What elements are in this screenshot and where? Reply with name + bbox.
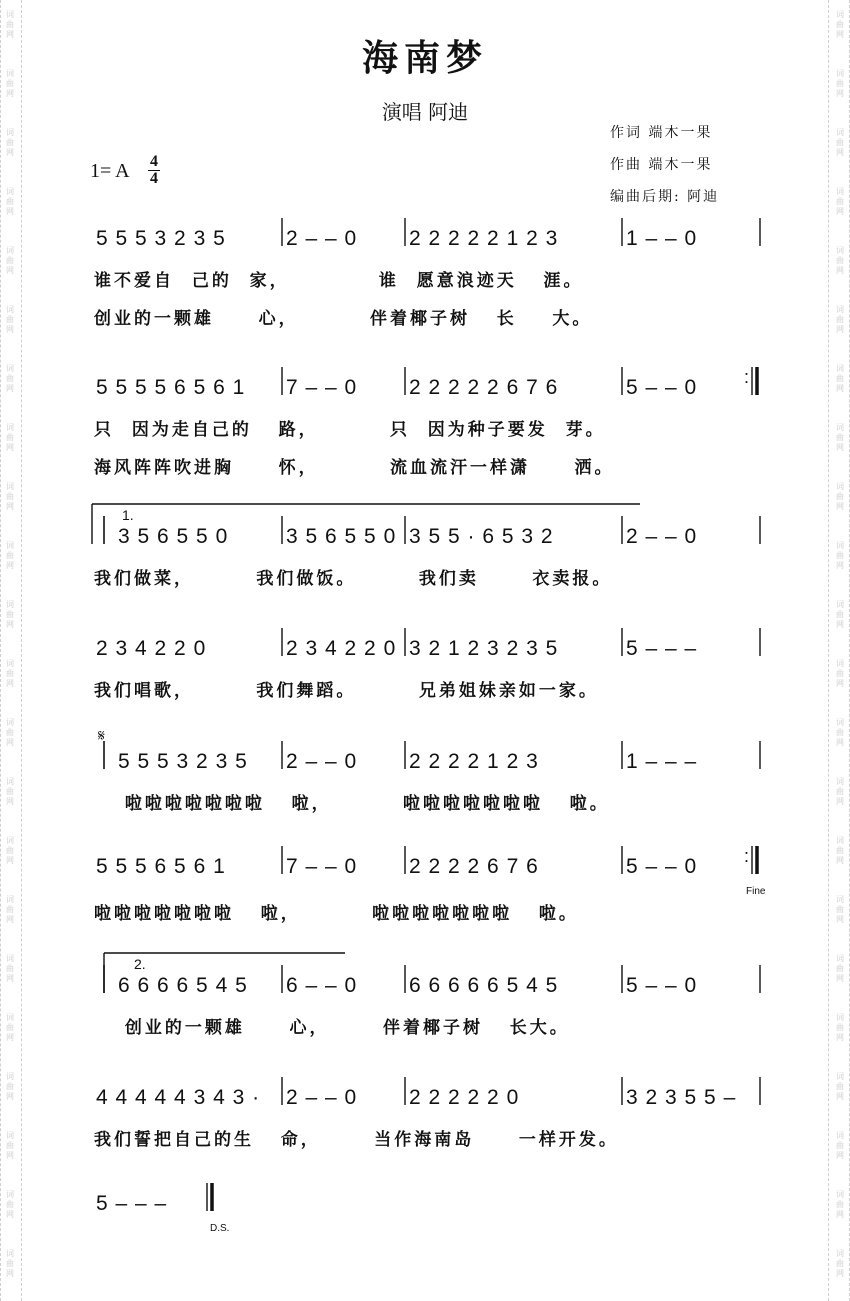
watermark-right: 词 曲 网 (836, 541, 844, 570)
lyric-line: 只 因为走自己的 路， 只 因为种子要发 芽。 (94, 420, 606, 440)
measure-notes: 2 2 2 2 2 1 2 3 (409, 227, 559, 250)
ds-mark: D.S. (210, 1223, 230, 1234)
watermark-right: 词 曲 网 (836, 659, 844, 688)
watermark-right: 词 曲 网 (836, 718, 844, 747)
watermark-left: 词 曲 网 (6, 1013, 14, 1042)
lyric-line: 我们唱歌， 我们舞蹈。 兄弟姐妹亲如一家。 (94, 681, 599, 701)
measure-notes: 4 4 4 4 4 3 4 3 · (96, 1086, 261, 1109)
measure-notes: 3 2 1 2 3 2 3 5 (409, 637, 559, 660)
watermark-right: 词 曲 网 (836, 1131, 844, 1160)
watermark-right: 词 曲 网 (836, 895, 844, 924)
singer-credit: 演唱 阿迪 (381, 100, 469, 124)
watermark-left: 词 曲 网 (6, 423, 14, 452)
watermark-right: 词 曲 网 (836, 1072, 844, 1101)
measure-notes: 3 5 6 5 5 0 (118, 525, 229, 548)
volta-number: 1. (122, 507, 134, 523)
watermark-left: 词 曲 网 (6, 777, 14, 806)
measure-notes: 6 6 6 6 5 4 5 (118, 974, 248, 997)
repeat-dots: : (744, 367, 750, 387)
watermark-left: 词 曲 网 (6, 1249, 14, 1278)
watermark-left: 词 曲 网 (6, 305, 14, 334)
watermark-left: 词 曲 网 (6, 364, 14, 393)
repeat-dots: : (744, 846, 750, 866)
measure-notes: 6 – – 0 (286, 974, 358, 997)
watermark-left: 词 曲 网 (6, 69, 14, 98)
time-signature-bottom: 4 (150, 170, 158, 187)
lyric-line: 创业的一颗雄 心， 伴着椰子树 长大。 (116, 1018, 570, 1038)
watermark-right: 词 曲 网 (836, 246, 844, 275)
watermark-right: 词 曲 网 (836, 10, 844, 39)
watermark-right: 词 曲 网 (836, 777, 844, 806)
lyric-line: 我们誓把自己的生 命， 当作海南岛 一样开发。 (94, 1130, 619, 1150)
watermark-right: 词 曲 网 (836, 600, 844, 629)
watermark-left: 词 曲 网 (6, 954, 14, 983)
watermark-left: 词 曲 网 (6, 718, 14, 747)
watermark-right: 词 曲 网 (836, 305, 844, 334)
measure-notes: 1 – – – (626, 750, 698, 773)
watermark-left: 词 曲 网 (6, 1131, 14, 1160)
watermark-right: 词 曲 网 (836, 423, 844, 452)
measure-notes: 5 – – – (626, 637, 698, 660)
measure-notes: 6 6 6 6 6 5 4 5 (409, 974, 559, 997)
watermark-left: 词 曲 网 (6, 541, 14, 570)
watermark-right: 词 曲 网 (836, 69, 844, 98)
measure-notes: 2 2 2 2 1 2 3 (409, 750, 539, 773)
lyric-line: 啦啦啦啦啦啦啦 啦， 啦啦啦啦啦啦啦 啦。 (116, 794, 610, 814)
lyric-line: 海风阵阵吹进胸 怀， 流血流汗一样潇 洒。 (94, 458, 615, 478)
volta-number: 2. (134, 956, 146, 972)
watermark-right: 词 曲 网 (836, 1190, 844, 1219)
lyric-line: 创业的一颗雄 心， 伴着椰子树 长 大。 (94, 309, 593, 329)
watermark-right: 词 曲 网 (836, 482, 844, 511)
watermark-left: 词 曲 网 (6, 246, 14, 275)
watermark-right: 词 曲 网 (836, 1249, 844, 1278)
measure-notes: 5 5 5 5 6 5 6 1 (96, 376, 246, 399)
lyric-line: 谁不爱自 己的 家， 谁 愿意浪迹天 涯。 (94, 271, 584, 291)
composer-credit: 作曲 端木一果 (610, 157, 713, 173)
measure-notes: 2 – – 0 (626, 525, 698, 548)
watermark-left: 词 曲 网 (6, 1072, 14, 1101)
watermark-left: 词 曲 网 (6, 187, 14, 216)
measure-notes: 2 – – 0 (286, 1086, 358, 1109)
measure-notes: 5 – – – (96, 1192, 168, 1215)
watermark-right: 词 曲 网 (836, 954, 844, 983)
lyricist-credit: 作词 端木一果 (610, 125, 713, 141)
watermark-left: 词 曲 网 (6, 128, 14, 157)
watermark-left: 词 曲 网 (6, 10, 14, 39)
watermark-left: 词 曲 网 (6, 895, 14, 924)
measure-notes: 2 2 2 2 2 0 (409, 1086, 520, 1109)
measure-notes: 5 5 5 3 2 3 5 (118, 750, 248, 773)
song-title: 海南梦 (361, 37, 488, 79)
watermark-right: 词 曲 网 (836, 187, 844, 216)
measure-notes: 2 2 2 2 6 7 6 (409, 855, 539, 878)
watermark-left: 词 曲 网 (6, 836, 14, 865)
arranger-credit: 编曲后期: 阿迪 (610, 189, 720, 205)
time-signature-top: 4 (150, 153, 158, 170)
measure-notes: 2 3 4 2 2 0 (286, 637, 397, 660)
lyric-line: 啦啦啦啦啦啦啦 啦， 啦啦啦啦啦啦啦 啦。 (94, 904, 579, 924)
measure-notes: 2 3 4 2 2 0 (96, 637, 207, 660)
measure-notes: 7 – – 0 (286, 376, 358, 399)
watermark-right: 词 曲 网 (836, 1013, 844, 1042)
watermark-right: 词 曲 网 (836, 364, 844, 393)
measure-notes: 3 5 5 · 6 5 3 2 (409, 525, 554, 548)
measure-notes: 5 5 5 3 2 3 5 (96, 227, 226, 250)
measure-notes: 2 – – 0 (286, 227, 358, 250)
measure-notes: 2 2 2 2 2 6 7 6 (409, 376, 559, 399)
measure-notes: 3 5 6 5 5 0 (286, 525, 397, 548)
watermark-right: 词 曲 网 (836, 128, 844, 157)
segno-mark: 𝄋 (98, 728, 105, 745)
measure-notes: 5 5 5 6 5 6 1 (96, 855, 226, 878)
watermark-left: 词 曲 网 (6, 1190, 14, 1219)
measure-notes: 5 – – 0 (626, 855, 698, 878)
watermark-right: 词 曲 网 (836, 836, 844, 865)
watermark-left: 词 曲 网 (6, 600, 14, 629)
measure-notes: 1 – – 0 (626, 227, 698, 250)
measure-notes: 7 – – 0 (286, 855, 358, 878)
measure-notes: 5 – – 0 (626, 376, 698, 399)
key-signature: 1= A (90, 160, 130, 182)
measure-notes: 2 – – 0 (286, 750, 358, 773)
lyric-line: 我们做菜， 我们做饭。 我们卖 衣卖报。 (94, 569, 613, 589)
fine-mark: Fine (746, 886, 766, 897)
measure-notes: 5 – – 0 (626, 974, 698, 997)
watermark-left: 词 曲 网 (6, 482, 14, 511)
measure-notes: 3 2 3 5 5 – (626, 1086, 737, 1109)
watermark-left: 词 曲 网 (6, 659, 14, 688)
